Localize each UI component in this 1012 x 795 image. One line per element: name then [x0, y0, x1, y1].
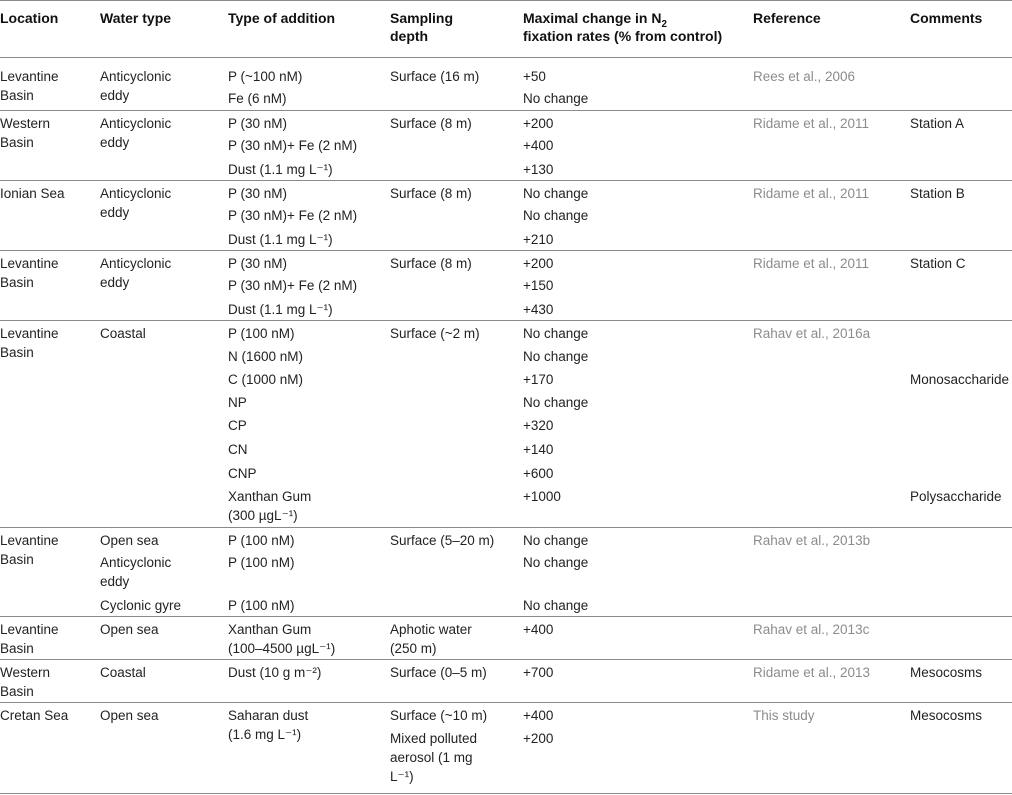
cell-type-of-addition: Xanthan Gum (300 µgL⁻¹)	[228, 489, 312, 523]
row-divider	[0, 527, 1012, 528]
row-divider	[0, 320, 1012, 321]
cell-water-type: Coastal	[100, 665, 146, 680]
cell-maximal-change: +400	[523, 622, 554, 637]
cell-type-of-addition: Dust (1.1 mg L⁻¹)	[228, 162, 333, 177]
header-sampling-depth: Sampling depth	[390, 10, 454, 44]
cell-maximal-change: No change	[523, 326, 589, 341]
cell-type-of-addition: Saharan dust (1.6 mg L⁻¹)	[228, 708, 309, 742]
cell-water-type: Cyclonic gyre	[100, 598, 182, 613]
cell-type-of-addition: NP	[228, 395, 247, 410]
cell-sampling-depth: Surface (8 m)	[390, 186, 472, 201]
cell-maximal-change: +400	[523, 138, 554, 153]
cell-reference: Rahav et al., 2013b	[753, 533, 871, 548]
cell-maximal-change: +210	[523, 232, 554, 247]
cell-comment: Station B	[910, 186, 965, 201]
row-divider	[0, 702, 1012, 703]
cell-type-of-addition: P (30 nM)+ Fe (2 nM)	[228, 278, 358, 293]
cell-type-of-addition: P (30 nM)	[228, 116, 288, 131]
cell-water-type: Anticyclonic eddy	[100, 116, 172, 150]
cell-type-of-addition: C (1000 nM)	[228, 372, 304, 387]
cell-type-of-addition: CN	[228, 442, 248, 457]
cell-comment: Polysaccharide	[910, 489, 1002, 504]
row-divider	[0, 659, 1012, 660]
cell-maximal-change: +600	[523, 466, 554, 481]
row-divider	[0, 110, 1012, 111]
cell-maximal-change: +400	[523, 708, 554, 723]
cell-water-type: Anticyclonic eddy	[100, 69, 172, 103]
row-divider	[0, 793, 1012, 794]
cell-sampling-depth: Surface (~10 m)	[390, 708, 488, 723]
cell-location: Cretan Sea	[0, 708, 69, 723]
cell-location: Ionian Sea	[0, 186, 65, 201]
cell-comment: Mesocosms	[910, 708, 983, 723]
cell-location: Levantine Basin	[0, 256, 59, 290]
cell-maximal-change: No change	[523, 91, 589, 106]
cell-reference: Ridame et al., 2011	[753, 186, 870, 201]
cell-reference: Rahav et al., 2016a	[753, 326, 871, 341]
cell-comment: Station A	[910, 116, 965, 131]
cell-maximal-change: +200	[523, 116, 554, 131]
header-maximal-change: Maximal change in $N_2$ fixation rates (% from control)	[523, 10, 723, 44]
row-divider	[0, 180, 1012, 181]
cell-sampling-depth: Aphotic water (250 m)	[390, 622, 472, 656]
cell-sampling-depth: Mixed polluted aerosol (1 mg L⁻¹)	[390, 731, 478, 784]
cell-type-of-addition: P (30 nM)	[228, 186, 288, 201]
header-type-of-addition: Type of addition	[228, 10, 336, 26]
cell-sampling-depth: Surface (0–5 m)	[390, 665, 487, 680]
cell-maximal-change: +130	[523, 162, 554, 177]
row-divider	[0, 616, 1012, 617]
cell-maximal-change: No change	[523, 555, 589, 570]
cell-type-of-addition: P (~100 nM)	[228, 69, 303, 84]
cell-maximal-change: +1000	[523, 489, 561, 504]
cell-location: Levantine Basin	[0, 326, 59, 360]
cell-type-of-addition: P (100 nM)	[228, 326, 295, 341]
cell-comment: Mesocosms	[910, 665, 983, 680]
cell-location: Levantine Basin	[0, 622, 59, 656]
table-header	[0, 0, 1012, 57]
cell-type-of-addition: Fe (6 nM)	[228, 91, 287, 106]
cell-maximal-change: +200	[523, 731, 554, 746]
cell-water-type: Open sea	[100, 622, 159, 637]
cell-type-of-addition: N (1600 nM)	[228, 349, 304, 364]
cell-maximal-change: No change	[523, 186, 589, 201]
cell-maximal-change: No change	[523, 208, 589, 223]
cell-sampling-depth: Surface (5–20 m)	[390, 533, 495, 548]
cell-maximal-change: No change	[523, 598, 589, 613]
cell-water-type: Anticyclonic eddy	[100, 555, 172, 589]
cell-type-of-addition: P (30 nM)+ Fe (2 nM)	[228, 138, 358, 153]
cell-type-of-addition: Dust (10 g m⁻²)	[228, 665, 322, 680]
cell-water-type: Anticyclonic eddy	[100, 256, 172, 290]
cell-maximal-change: No change	[523, 395, 589, 410]
cell-location: Levantine Basin	[0, 69, 59, 103]
header-location: Location	[0, 10, 59, 26]
cell-type-of-addition: P (100 nM)	[228, 598, 295, 613]
cell-reference: Ridame et al., 2013	[753, 665, 871, 680]
cell-sampling-depth: Surface (~2 m)	[390, 326, 480, 341]
header-reference: Reference	[753, 10, 821, 26]
cell-reference: This study	[753, 708, 815, 723]
cell-type-of-addition: CNP	[228, 466, 257, 481]
cell-reference: Ridame et al., 2011	[753, 116, 870, 131]
cell-maximal-change: No change	[523, 349, 589, 364]
header-water-type: Water type	[100, 10, 172, 26]
cell-sampling-depth: Surface (8 m)	[390, 116, 472, 131]
cell-water-type: Anticyclonic eddy	[100, 186, 172, 220]
cell-maximal-change: +150	[523, 278, 554, 293]
header-bottom-rule	[0, 57, 1012, 58]
cell-reference: Rees et al., 2006	[753, 69, 856, 84]
cell-reference: Ridame et al., 2011	[753, 256, 870, 271]
cell-maximal-change: +140	[523, 442, 554, 457]
cell-location: Western Basin	[0, 116, 51, 150]
cell-water-type: Open sea	[100, 533, 159, 548]
cell-type-of-addition: P (100 nM)	[228, 555, 295, 570]
cell-type-of-addition: P (100 nM)	[228, 533, 295, 548]
cell-maximal-change: +320	[523, 418, 554, 433]
cell-maximal-change: +50	[523, 69, 546, 84]
cell-comment: Monosaccharide	[910, 372, 1010, 387]
cell-sampling-depth: Surface (16 m)	[390, 69, 480, 84]
header-comments: Comments	[910, 10, 983, 26]
cell-water-type: Open sea	[100, 708, 159, 723]
cell-maximal-change: +170	[523, 372, 554, 387]
row-divider	[0, 250, 1012, 251]
cell-maximal-change: No change	[523, 533, 589, 548]
cell-type-of-addition: P (30 nM)+ Fe (2 nM)	[228, 208, 358, 223]
cell-type-of-addition: Xanthan Gum (100–4500 µgL⁻¹)	[228, 622, 336, 656]
cell-type-of-addition: Dust (1.1 mg L⁻¹)	[228, 232, 333, 247]
cell-sampling-depth: Surface (8 m)	[390, 256, 472, 271]
cell-type-of-addition: CP	[228, 418, 247, 433]
cell-reference: Rahav et al., 2013c	[753, 622, 870, 637]
cell-type-of-addition: Dust (1.1 mg L⁻¹)	[228, 302, 333, 317]
cell-maximal-change: +430	[523, 302, 554, 317]
cell-location: Western Basin	[0, 665, 51, 699]
cell-location: Levantine Basin	[0, 533, 59, 567]
cell-water-type: Coastal	[100, 326, 146, 341]
cell-type-of-addition: P (30 nM)	[228, 256, 288, 271]
cell-maximal-change: +700	[523, 665, 554, 680]
cell-comment: Station C	[910, 256, 966, 271]
cell-maximal-change: +200	[523, 256, 554, 271]
